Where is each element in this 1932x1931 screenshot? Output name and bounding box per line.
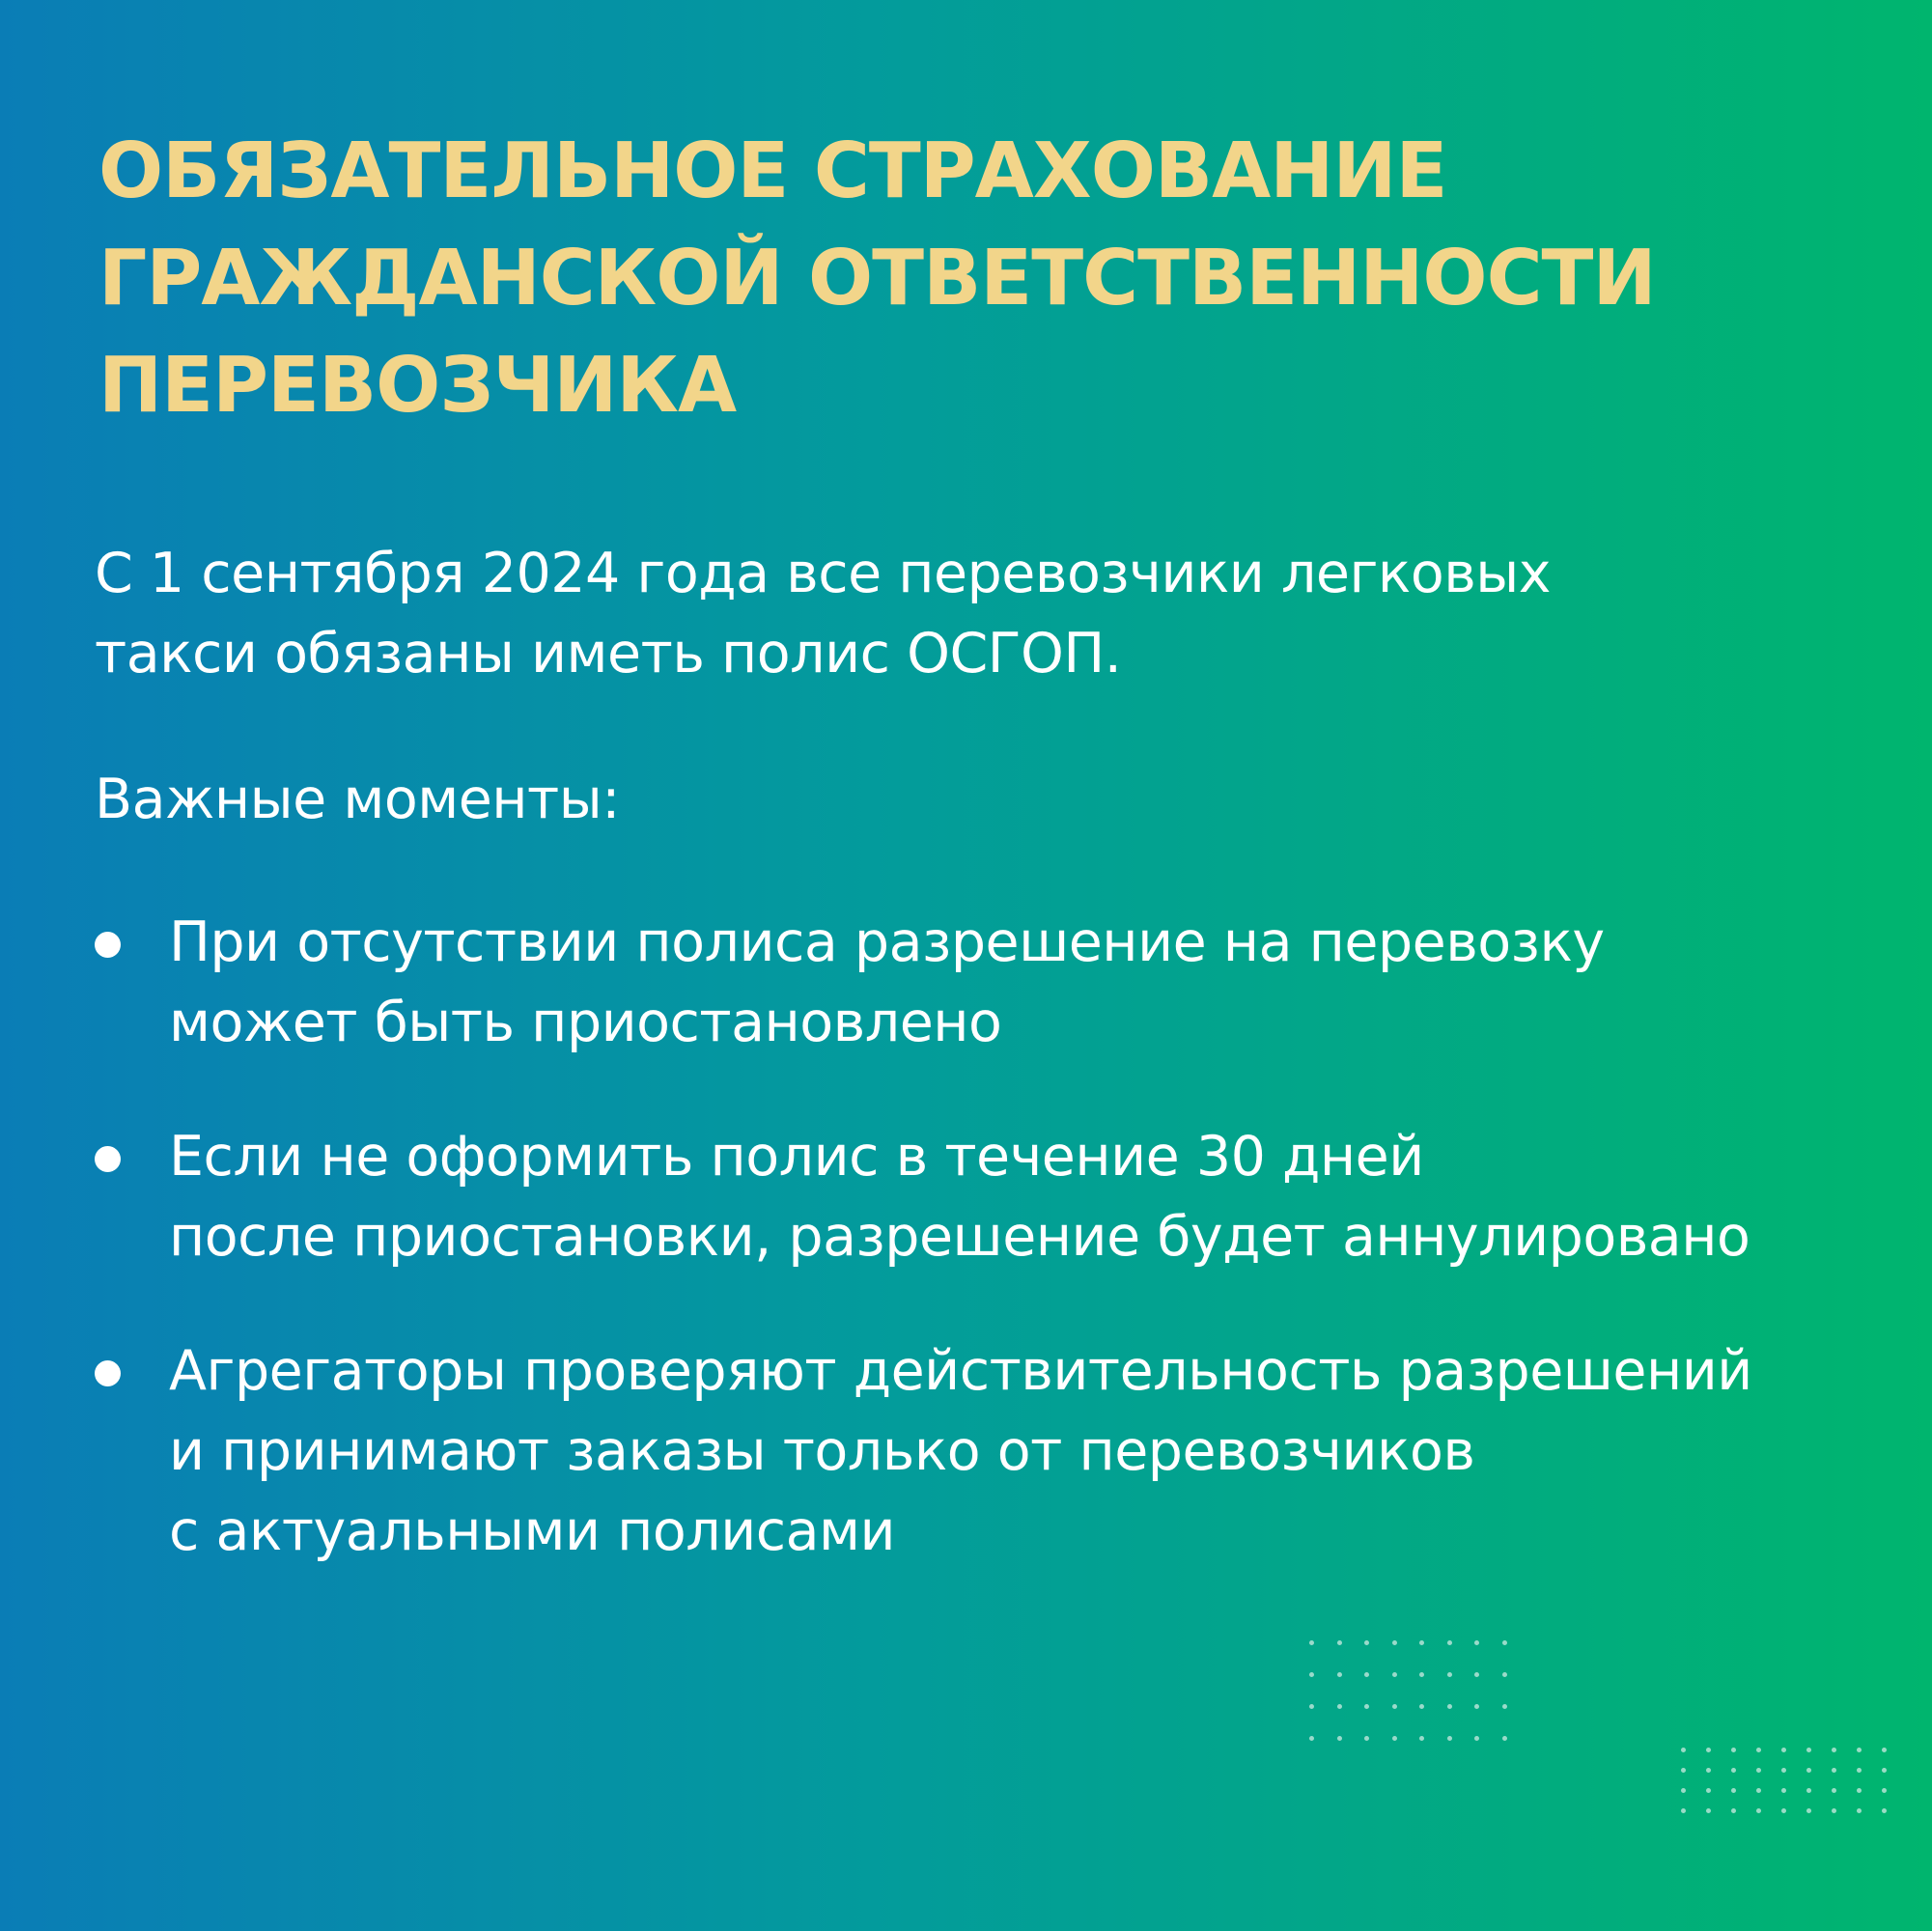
dot	[1309, 1672, 1314, 1677]
dot	[1681, 1788, 1686, 1793]
bullet-dot-icon	[95, 1146, 121, 1172]
title-line: ПЕРЕВОЗЧИКА	[98, 341, 737, 430]
dot	[1392, 1736, 1397, 1741]
bullet-text	[169, 903, 1605, 1063]
dot	[1756, 1788, 1761, 1793]
dot	[1364, 1704, 1369, 1709]
dot	[1882, 1768, 1887, 1773]
dot	[1392, 1672, 1397, 1677]
dot	[1502, 1704, 1507, 1709]
dot	[1364, 1672, 1369, 1677]
dot	[1419, 1640, 1424, 1645]
dot	[1419, 1672, 1424, 1677]
dot	[1832, 1748, 1836, 1752]
dot	[1756, 1768, 1761, 1773]
dot	[1806, 1748, 1811, 1752]
dot	[1731, 1748, 1736, 1752]
bullet-text	[169, 1331, 1752, 1572]
dot	[1731, 1768, 1736, 1773]
bullet-line: и принимают заказы только от перевозчиков	[169, 1419, 1475, 1483]
page-title	[98, 118, 1836, 439]
dot	[1806, 1768, 1811, 1773]
bullet-line: может быть приостановлено	[169, 991, 1002, 1054]
dot	[1857, 1808, 1862, 1813]
title-line: ГРАЖДАНСКОЙ ОТВЕТСТВЕННОСТИ	[98, 234, 1656, 322]
dot	[1706, 1768, 1711, 1773]
dot	[1309, 1736, 1314, 1741]
dot	[1502, 1672, 1507, 1677]
dot	[1756, 1808, 1761, 1813]
dot	[1832, 1768, 1836, 1773]
dot	[1882, 1808, 1887, 1813]
dot	[1447, 1672, 1452, 1677]
bullet-dot-icon	[95, 1360, 121, 1386]
dot	[1832, 1788, 1836, 1793]
dot	[1706, 1748, 1711, 1752]
bullet-line: Агрегаторы проверяют действительность разрешений	[169, 1339, 1752, 1403]
dot	[1681, 1768, 1686, 1773]
dot	[1756, 1748, 1761, 1752]
intro-line: такси обязаны иметь полис ОСГОП.	[95, 622, 1122, 686]
decorative-dot-grid-icon	[1681, 1748, 1887, 1813]
important-points-heading: Важные моменты:	[95, 768, 620, 831]
bullet-line: после приостановки, разрешение будет аннулировано	[169, 1205, 1750, 1269]
dot	[1337, 1672, 1342, 1677]
dot	[1474, 1736, 1479, 1741]
bullet-dot-icon	[95, 932, 121, 958]
bullet-line: Если не оформить полис в течение 30 дней	[169, 1125, 1424, 1189]
dot	[1447, 1736, 1452, 1741]
dot	[1857, 1788, 1862, 1793]
intro-paragraph	[95, 534, 1881, 694]
dot	[1857, 1768, 1862, 1773]
bullet-line: с актуальными полисами	[169, 1499, 896, 1563]
dot	[1474, 1704, 1479, 1709]
dot	[1781, 1788, 1786, 1793]
dot	[1309, 1704, 1314, 1709]
dot	[1337, 1640, 1342, 1645]
dot	[1364, 1736, 1369, 1741]
bullet-text	[169, 1117, 1750, 1277]
dot	[1806, 1788, 1811, 1793]
dot	[1392, 1640, 1397, 1645]
dot	[1681, 1748, 1686, 1752]
dot	[1706, 1788, 1711, 1793]
dot	[1337, 1736, 1342, 1741]
dot	[1857, 1748, 1862, 1752]
dot	[1781, 1808, 1786, 1813]
dot	[1447, 1640, 1452, 1645]
dot	[1419, 1736, 1424, 1741]
dot	[1309, 1640, 1314, 1645]
dot	[1882, 1748, 1887, 1752]
dot	[1731, 1808, 1736, 1813]
dot	[1882, 1788, 1887, 1793]
dot	[1731, 1788, 1736, 1793]
dot	[1474, 1640, 1479, 1645]
dot	[1832, 1808, 1836, 1813]
dot	[1337, 1704, 1342, 1709]
dot	[1392, 1704, 1397, 1709]
title-line: ОБЯЗАТЕЛЬНОЕ СТРАХОВАНИЕ	[98, 126, 1447, 215]
bullet-line: При отсутствии полиса разрешение на перевозку	[169, 910, 1605, 974]
intro-line: С 1 сентября 2024 года все перевозчики легковых	[95, 542, 1552, 605]
dot	[1447, 1704, 1452, 1709]
dot	[1706, 1808, 1711, 1813]
dot	[1806, 1808, 1811, 1813]
dot	[1419, 1704, 1424, 1709]
decorative-dot-grid-icon	[1309, 1640, 1507, 1741]
dot	[1681, 1808, 1686, 1813]
dot	[1474, 1672, 1479, 1677]
dot	[1364, 1640, 1369, 1645]
dot	[1781, 1748, 1786, 1752]
dot	[1502, 1736, 1507, 1741]
dot	[1502, 1640, 1507, 1645]
dot	[1781, 1768, 1786, 1773]
